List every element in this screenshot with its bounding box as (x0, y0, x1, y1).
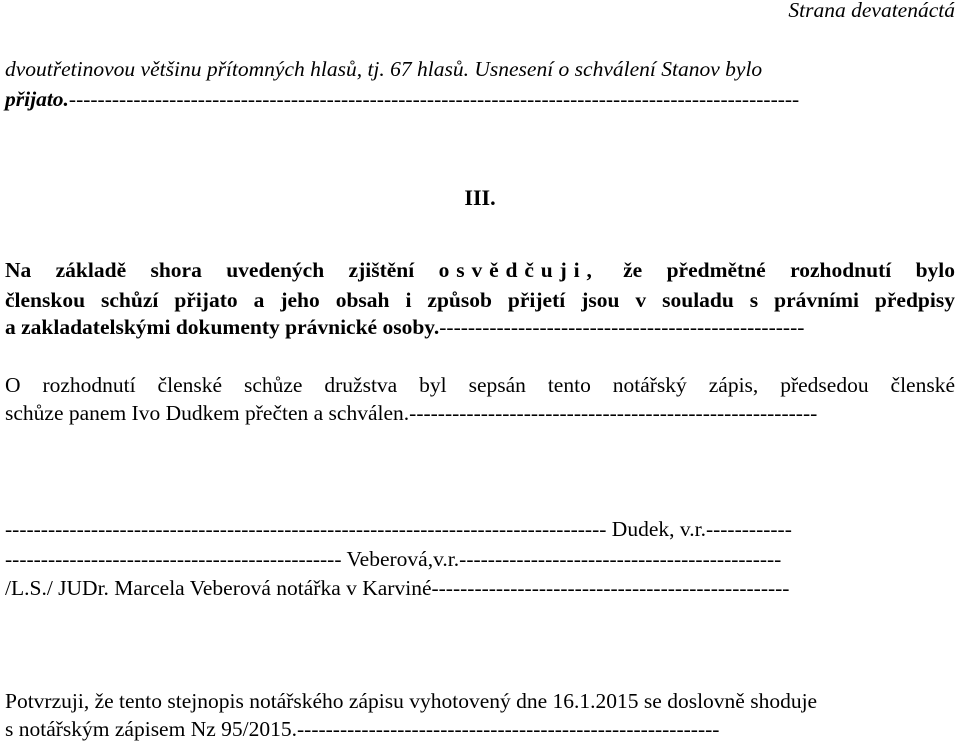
resolution-line-2 (5, 86, 799, 112)
filler-dashes: --------------------------------------------------- (439, 315, 805, 339)
signature-line-2 (5, 546, 781, 572)
minutes-statement-line-2 (5, 400, 817, 426)
certification-statement-c: že předmětné rozhodnutí bylo (623, 258, 956, 282)
signature-line-1 (5, 516, 792, 542)
certification-statement-line-1 (5, 257, 955, 283)
copy-certification-line-1 (5, 688, 817, 714)
signature-line-3 (5, 575, 789, 601)
section-heading: III. (464, 185, 496, 210)
filler-dashes: ----------------------------------------------------------- (297, 717, 720, 741)
page-number-label: Strana devatenáctá (788, 0, 955, 22)
copy-certification-line-2 (5, 716, 719, 742)
copy-certification-line-1-text: Potvrzuji, že tento stejnopis notářského zápisu vyhotovený dne 16.1.2015 se doslovně shoduje (5, 689, 818, 713)
notary-seal-line: /L.S./ JUDr. Marcela Veberová notářka v Karviné (5, 576, 432, 600)
signature-dudek: Dudek, v.r. (611, 517, 706, 541)
filler-dashes: --------------------------------------------------------- (409, 401, 818, 425)
copy-certification-line-2-text: s notářským zápisem Nz 95/2015. (5, 717, 297, 741)
minutes-statement-line-2-text: schůze panem Ivo Dudkem přečten a schválen. (5, 401, 410, 425)
resolution-line-1-text: dvoutřetinovou většinu přítomných hlasů, tj. 67 hlasů. Usnesení o schválení Stanov bylo (5, 57, 763, 81)
certification-statement-line-2-text: členskou schůzí přijato a jeho obsah i způsob přijetí jsou v souladu s právními předpisy (5, 288, 955, 312)
filler-dashes: -------------------------------------------------- (431, 576, 790, 600)
filler-dashes: ------------------------------------------------------------------------------------------------------ (68, 87, 800, 111)
filler-dashes: ------------ (705, 517, 792, 541)
certification-statement-a: Na základě shora uvedených zjištění (5, 258, 415, 282)
resolution-line-1 (5, 56, 762, 82)
certification-verb: osvědčuji, (438, 258, 599, 282)
signature-veberova: Veberová,v.r. (346, 547, 460, 571)
filler-dashes: ----------------------------------------------- (5, 547, 342, 571)
certification-statement-line-2 (5, 287, 955, 313)
minutes-statement-line-1 (5, 372, 955, 398)
certification-statement-line-3-text: a zakladatelskými dokumenty právnické osoby. (5, 315, 440, 339)
certification-statement-line-3 (5, 314, 804, 340)
filler-dashes: --------------------------------------------- (459, 547, 782, 571)
minutes-statement-line-1-text: O rozhodnutí členské schůze družstva byl sepsán tento notářský zápis, předsedou členské (5, 373, 955, 397)
resolution-line-2-text: přijato. (5, 87, 69, 111)
filler-dashes: ------------------------------------------------------------------------------------ (5, 517, 607, 541)
